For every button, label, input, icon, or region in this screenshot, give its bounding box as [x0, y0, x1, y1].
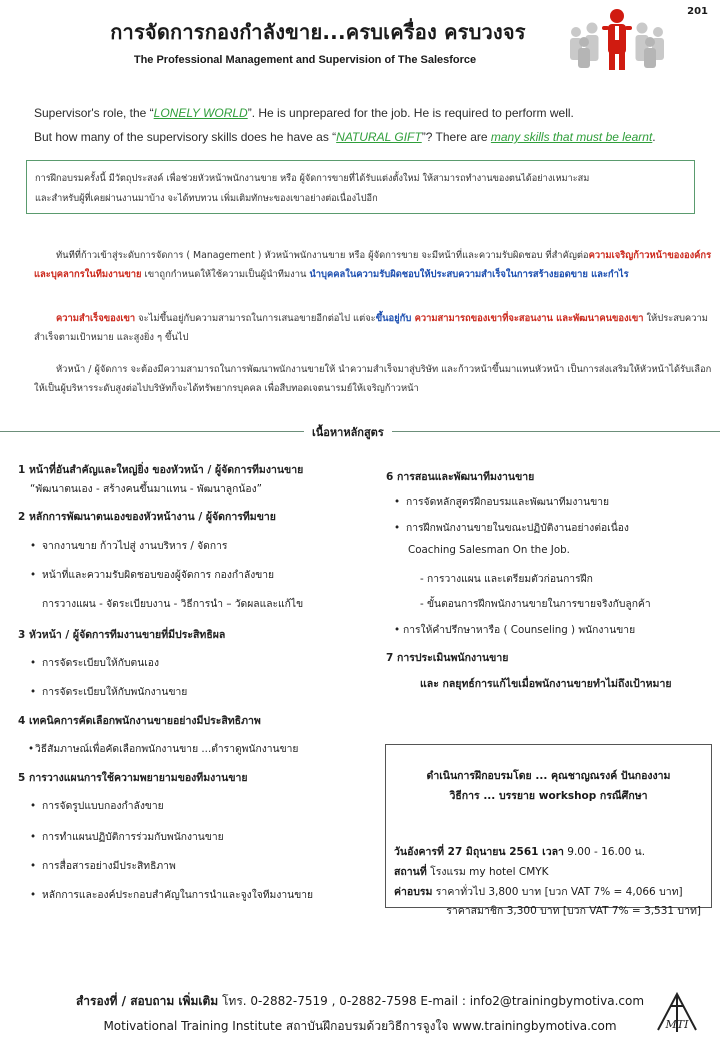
venue-label: สถานที่: [394, 866, 427, 878]
list-item: • การจัดระเบียบให้กับตนเอง: [30, 657, 159, 669]
list-item: • หน้าที่และความรับผิดชอบของผู้จัดการ กองกำลังขาย: [30, 569, 275, 581]
fee-label: ค่าอบรม: [394, 886, 433, 898]
date-line: [394, 843, 645, 860]
list-item: • การฝึกพนักงานขายในขณะปฏิบัติงานอย่างต่อเนื่อง: [394, 522, 629, 534]
list-subitem: - การวางแผน และเตรียมตัวก่อนการฝึก: [420, 573, 593, 585]
list-item-text: วิธีสัมภาษณ์เพื่อคัดเลือกพนักงานขาย ...ตำราดูพนักงานขาย: [35, 743, 299, 755]
para-blue-text: ขึ้นอยู่กับ: [375, 313, 412, 324]
section-6-heading: 6 การสอนและพัฒนาทีมงานขาย: [386, 471, 535, 483]
paragraph-supervisor: หัวหน้า / ผู้จัดการ จะต้องมีความสามารถในการพัฒนาพนักงานขายให้ นำความสำเร็จมาสู่บริษัท และก้าวหน้าขึ้นมาแทนหัวหน้า เป็นการส่งเสริมให้หัวหน้าได้รับเลือกให้เป็นผู้บริหารระดับสูงต่อไปบริษัทก็จะได้ทรัพยากรบุคคล เพื่อสืบทอดเจตนารมย์ให้เจริญก้าวหน้า: [34, 364, 712, 394]
fee-general: ราคาทั่วไป 3,800 บาท [บวก VAT 7% = 4,066 บาท]: [432, 886, 683, 898]
section-7-subtitle: และ กลยุทธ์การแก้ไขเมื่อพนักงานขายทำไม่ถึงเป้าหมาย: [420, 678, 672, 690]
trainer-line: ดำเนินการฝึกอบรมโดย ... คุณชาญณรงค์ ปันกองงาม: [426, 770, 671, 782]
section-1-subtitle: “พัฒนาตนเอง - สร้างคนขึ้นมาแทน - พัฒนาลูกน้อง”: [30, 483, 262, 495]
section-2-heading: 2 หลักการพัฒนาตนเองของหัวหน้างาน / ผู้จัดการทีมขาย: [18, 511, 276, 523]
method-line: วิธีการ ... บรรยาย workshop กรณีศึกษา: [449, 790, 648, 802]
list-item: • จากงานขาย ก้าวไปสู่ งานบริหาร / จัดการ: [30, 540, 228, 552]
para-red-text: ความสามารถของเขาที่จะสอนงาน และพัฒนาคนของเขา: [411, 313, 644, 324]
intro-text: ”. He is unprepared for the job. He is required to perform well.: [247, 106, 574, 120]
para-text: จะไม่ขึ้นอยู่กับความสามารถในการเสนอขายอีกต่อไป แต่จะ: [135, 313, 376, 324]
list-item-text: การจัดรูปแบบกองกำลังขาย: [42, 800, 164, 812]
intro-text: .: [652, 130, 656, 144]
list-item: • หลักการและองค์ประกอบสำคัญในการนำและจูงใจทีมงานขาย: [30, 889, 314, 901]
intro-text: But how many of the supervisory skills does he have as “: [34, 130, 337, 144]
list-item-text: หน้าที่และความรับผิดชอบของผู้จัดการ กองกำลังขาย: [42, 569, 275, 581]
footer-contact-text: โทร. 0-2882-7519 , 0-2882-7598 E-mail : info2@trainingbymotiva.com: [218, 994, 645, 1008]
natural-gift-highlight: NATURAL GIFT: [336, 130, 422, 144]
venue-value: โรงแรม my hotel CMYK: [426, 866, 549, 878]
footer-institute: Motivational Training Institute สถาบันฝึกอบรมด้วยวิธีการจูงใจ www.trainingbymotiva.com: [103, 1019, 617, 1033]
footer-reserve-label: สำรองที่ / สอบถาม เพิ่มเติม: [75, 994, 219, 1008]
date-time: 9.00 - 16.00 น.: [563, 846, 646, 858]
section-1-heading: 1 หน้าที่อันสำคัญและใหญ่ยิ่ง ของหัวหน้า / ผู้จัดการทีมงานขาย: [18, 464, 304, 476]
intro-text: ”? There are: [421, 130, 491, 144]
list-item-continuation: การวางแผน - จัดระเบียบงาน - วิธีการนำ – วัดผลและแก้ไข: [42, 598, 304, 610]
list-item: • การทำแผนปฏิบัติการร่วมกับพนักงานขาย: [30, 831, 224, 843]
intro-line-1: [34, 106, 574, 120]
section-5-heading: 5 การวางแผนการใช้ความพยายามของทีมงานขาย: [18, 772, 248, 784]
venue-line: [394, 863, 549, 880]
para-text: ให้ประสบความสำเร็จตามเป้าหมาย และสูงยิ่ง ๆ ขึ้นไป: [34, 313, 708, 343]
section-4-heading: 4 เทคนิคการคัดเลือกพนักงานขายอย่างมีประสิทธิภาพ: [18, 715, 261, 727]
mti-logo: [652, 990, 702, 1036]
list-item: • การจัดระเบียบให้กับพนักงานขาย: [30, 686, 188, 698]
section-3-heading: 3 หัวหน้า / ผู้จัดการทีมงานขายที่มีประสิทธิผล: [18, 629, 226, 641]
date-label: วันอังคารที่ 27 มิถุนายน 2561 เวลา: [394, 846, 564, 858]
objective-line-1: การฝึกอบรมครั้งนี้ มีวัตถุประสงค์ เพื่อช่วยหัวหน้าพนักงานขาย หรือ ผู้จัดการขายที่ได้รับแต่งตั้งใหม่ ให้สามารถทำงานของตนได้อย่างเหมาะสม: [35, 173, 590, 184]
course-content-title: เนื้อหาหลักสูตร: [304, 423, 392, 441]
objective-line-2: และสำหรับผู้ที่เคยผ่านงานมาบ้าง จะได้ทบทวน เพิ่มเติมทักษะของเขาอย่างต่อเนื่องไปอีก: [35, 193, 378, 204]
list-item-text: การสื่อสารอย่างมีประสิทธิภาพ: [42, 860, 176, 872]
page-subtitle: The Professional Management and Supervision of The Salesforce: [133, 54, 477, 66]
para-text: เขาถูกกำหนดให้ใช้ความเป็นผู้นำทีมงาน: [141, 269, 310, 280]
list-item-text: จากงานขาย ก้าวไปสู่ งานบริหาร / จัดการ: [42, 540, 228, 552]
list-item-text: การให้คำปรึกษาหารือ ( Counseling ) พนักงานขาย: [403, 624, 636, 636]
list-item: • การจัดหลักสูตรฝึกอบรมและพัฒนาทีมงานขาย: [394, 496, 610, 508]
intro-text: Supervisor's role, the “: [34, 106, 154, 120]
intro-line-2: [34, 130, 656, 144]
fee-line-1: [394, 883, 683, 900]
list-item-text: การทำแผนปฏิบัติการร่วมกับพนักงานขาย: [42, 831, 224, 843]
list-item-text: การจัดระเบียบให้กับตนเอง: [42, 657, 159, 669]
page-title: การจัดการกองกำลังขาย...ครบเครื่อง ครบวงจร: [110, 20, 526, 44]
list-item: • การสื่อสารอย่างมีประสิทธิภาพ: [30, 860, 176, 872]
list-item: •วิธีสัมภาษณ์เพื่อคัดเลือกพนักงานขาย ...ตำราดูพนักงานขาย: [28, 743, 299, 755]
list-item: • การให้คำปรึกษาหารือ ( Counseling ) พนักงานขาย: [394, 624, 636, 636]
objective-box: [26, 160, 695, 214]
list-item: • การจัดรูปแบบกองกำลังขาย: [30, 800, 164, 812]
fee-line-2: ราคาสมาชิก 3,300 บาท [บวก VAT 7% = 3,531 บาท]: [446, 905, 701, 917]
list-item-text: การจัดหลักสูตรฝึกอบรมและพัฒนาทีมงานขาย: [406, 496, 610, 508]
page-number: 201: [687, 6, 708, 17]
footer-contact: [0, 992, 720, 1011]
mti-logo-text: MTI: [665, 1018, 689, 1031]
para-red-text: ความเจริญก้าวหน้าขององค์กร และบุคลากรในทีมงานขาย: [34, 250, 712, 280]
list-item-text: การฝึกพนักงานขายในขณะปฏิบัติงานอย่างต่อเนื่อง: [406, 522, 629, 534]
skills-learnt-highlight: many skills that must be learnt: [490, 130, 653, 144]
para-blue-text: นำบุคคลในความรับผิดชอบให้ประสบความสำเร็จในการสร้างยอดขาย และกำไร: [309, 269, 629, 280]
training-info-box: [385, 744, 712, 917]
para-text: ทันทีที่ก้าวเข้าสู่ระดับการจัดการ ( Management ) หัวหน้าพนักงานขาย หรือ ผู้จัดการขาย จะมีหน้าที่และความรับผิดชอบ ที่สำคัญต่อ: [56, 250, 589, 261]
list-item-text: การจัดระเบียบให้กับพนักงานขาย: [42, 686, 188, 698]
leader-figures-illustration: [562, 6, 672, 72]
section-7-heading: 7 การประเมินพนักงานขาย: [386, 652, 509, 664]
lonely-world-highlight: LONELY WORLD: [153, 106, 248, 120]
list-item-text: หลักการและองค์ประกอบสำคัญในการนำและจูงใจทีมงานขาย: [42, 889, 314, 901]
paragraph-management: [34, 246, 712, 284]
paragraph-success: [34, 309, 712, 347]
list-subitem: - ขั้นตอนการฝึกพนักงานขายในการขายจริงกับลูกค้า: [420, 598, 651, 610]
para-red-text: ความสำเร็จของเขา: [56, 313, 136, 324]
list-item-continuation: Coaching Salesman On the Job.: [408, 544, 570, 556]
